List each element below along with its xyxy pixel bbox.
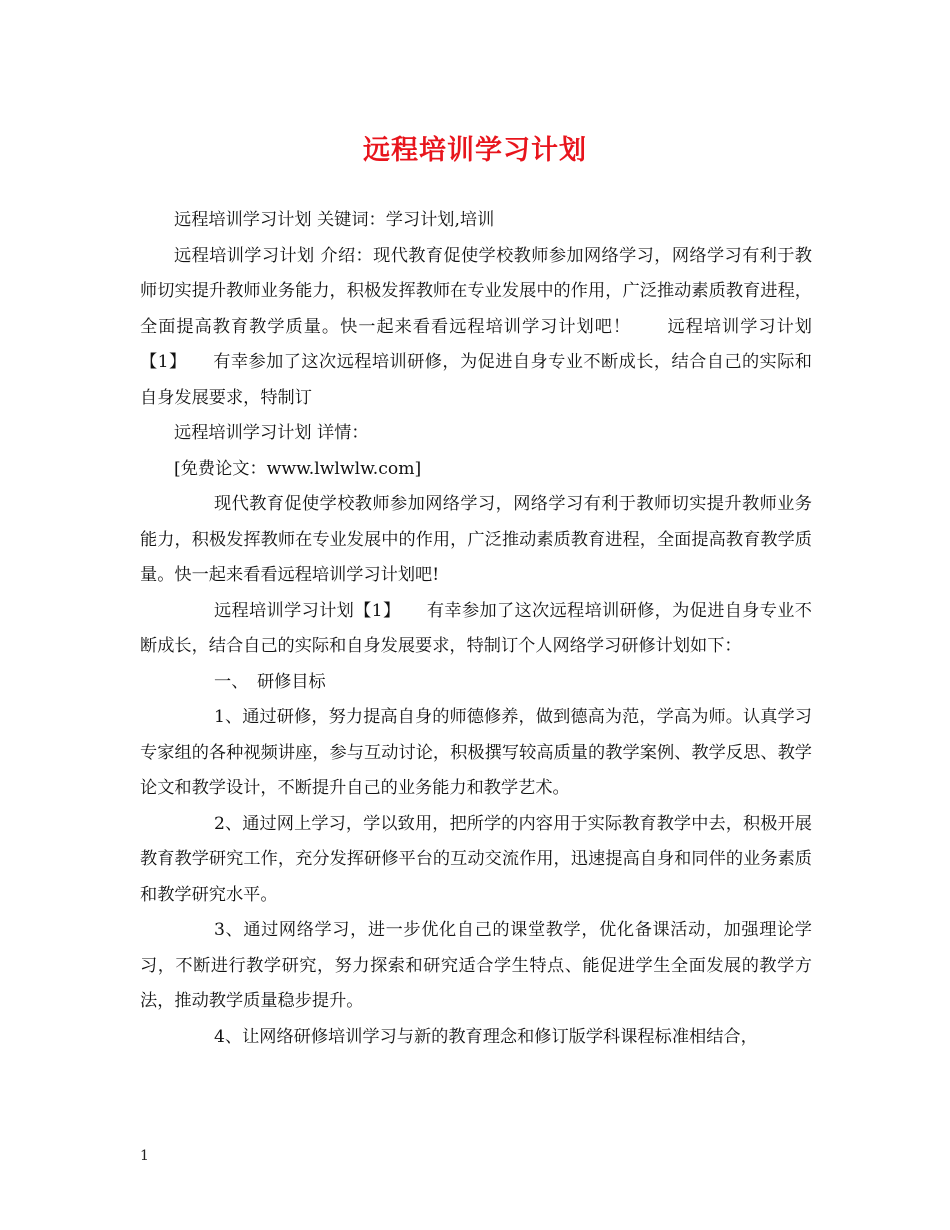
goal-item: 4、让网络研修培训学习与新的教育理念和修订版学科课程标准相结合， xyxy=(214,1026,758,1047)
goal-item: 2、通过网上学习，学以致用，把所学的内容用于实际教育教学中去，积极开展教育教学研究工作，充分发挥研修平台的互动交流作用，迅速提高自身和同伴的业务素质和教学研究水平。 xyxy=(140,813,812,905)
page-title: 远程培训学习计划 xyxy=(363,135,587,166)
details-paragraph: 远程培训学习计划 详情： xyxy=(174,423,369,443)
intro-paragraph: 远程培训学习计划 介绍：现代教育促使学校教师参加网络学习，网络学习有利于教师切实提升教师业务能力，积极发挥教师在专业发展中的作用，广泛推动素质教育进程，全面提高教育教学质量。快一起来看看远程培训学习计划吧！ 远程培训学习计划【1】 有幸参加了这次远程培训研修，为促进自身专业不断成长，结合自己的实际和自身发展要求，特制订 xyxy=(140,245,812,408)
body-paragraph: 现代教育促使学校教师参加网络学习，网络学习有利于教师切实提升教师业务能力，积极发挥教师在专业发展中的作用，广泛推动素质教育进程，全面提高教育教学质量。快一起来看看远程培训学习计划吧! xyxy=(140,494,812,585)
document-body xyxy=(140,203,812,1055)
section-heading: 一、 研修目标 xyxy=(214,671,326,692)
page-number: 1 xyxy=(140,1148,149,1164)
goal-item: 1、通过研修，努力提高自身的师德修养，做到德高为范，学高为师。认真学习专家组的各种视频讲座，参与互动讨论，积极撰写较高质量的教学案例、教学反思、教学论文和教学设计，不断提升自己的业务能力和教学艺术。 xyxy=(140,707,812,798)
keywords-paragraph: 远程培训学习计划 关键词：学习计划,培训 xyxy=(174,210,495,230)
goal-item: 3、通过网络学习，进一步优化自己的课堂教学，优化备课活动，加强理论学习，不断进行教学研究，努力探索和研究适合学生特点、能促进学生全面发展的教学方法，推动教学质量稳步提升。 xyxy=(140,920,812,1011)
body-paragraph: 远程培训学习计划【1】 有幸参加了这次远程培训研修，为促进自身专业不断成长，结合自己的实际和自身发展要求，特制订个人网络学习研修计划如下： xyxy=(140,600,812,656)
free-paper-link: [免费论文：www.lwlwlw.com] xyxy=(174,458,422,479)
